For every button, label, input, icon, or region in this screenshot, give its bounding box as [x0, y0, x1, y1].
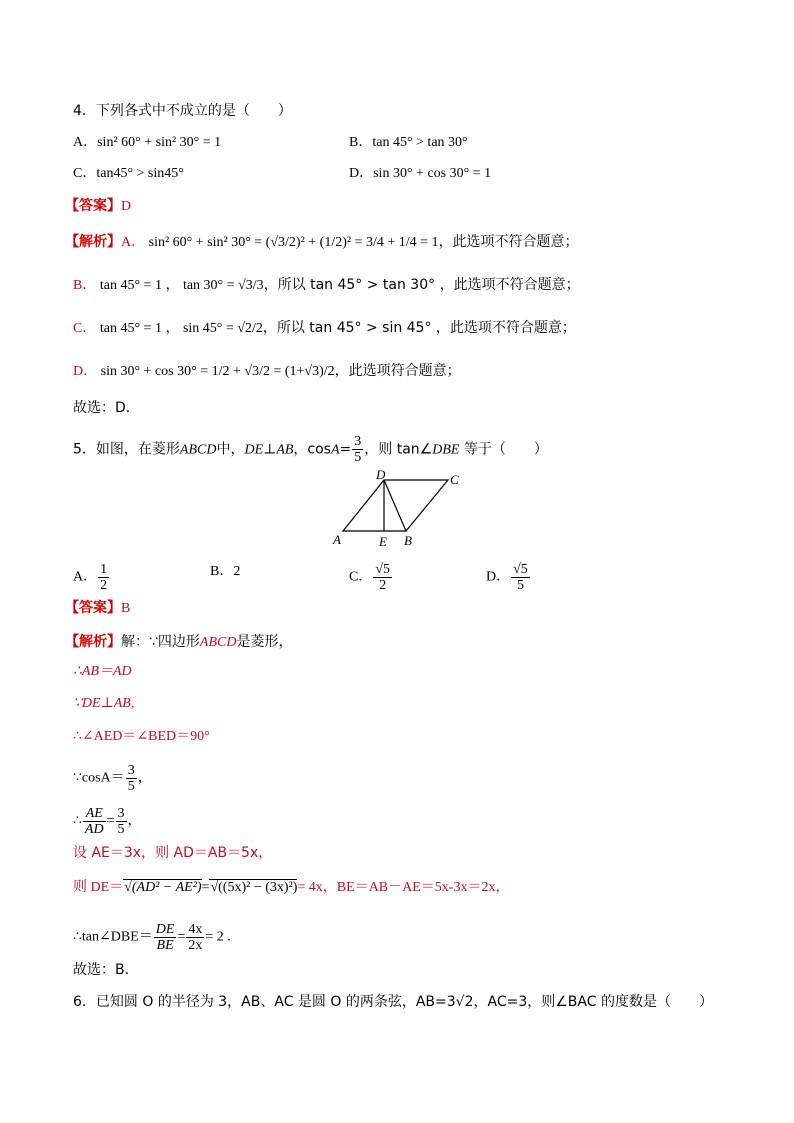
label-e: E [379, 534, 387, 549]
analysis-a-prefix: A． [121, 235, 146, 250]
frac-numerator: AE [83, 806, 106, 822]
q4-analysis-b [73, 275, 580, 296]
frac-denominator: 2 [100, 578, 108, 593]
q5-answer-row [65, 598, 130, 619]
option-label: C． [349, 569, 373, 585]
frac-numerator: 4x [188, 922, 203, 937]
q5-stem-de: DE⊥AB [244, 442, 294, 458]
q4-analysis-c [73, 318, 576, 339]
analysis-text: ， [127, 813, 142, 829]
frac-denominator: 5 [354, 450, 362, 465]
segment-db [384, 480, 406, 531]
label-a: A [333, 532, 341, 547]
analysis-b-prefix: B． [73, 278, 97, 293]
q5-analysis-line-2: ∴AB＝AD [73, 664, 132, 679]
rhombus-figure [330, 468, 470, 552]
analysis-text: 则 DE＝ [73, 880, 124, 895]
q5-option-d [486, 562, 531, 593]
q5-stem-part: 5．如图，在菱形 [73, 441, 180, 458]
frac-numerator: √5 [375, 562, 391, 577]
frac-denominator: 2x [188, 938, 203, 953]
analysis-b-expr: tan 45° = 1 ， tan 30° = √3/3 [99, 278, 264, 293]
analysis-c-expr: tan 45° = 1 ， sin 45° = √2/2 [99, 321, 263, 336]
answer-tag: 【答案】 [65, 600, 121, 616]
frac-denominator: BE [156, 938, 174, 953]
analysis-tag: 【解析】 [65, 634, 121, 650]
analysis-d-prefix: D． [73, 364, 98, 379]
option-c-fraction [373, 562, 392, 593]
analysis-text: = [106, 813, 115, 829]
q5-stem-eq: = [339, 441, 352, 458]
analysis-d-tail: ，此选项符合题意； [334, 363, 461, 379]
frac-numerator: √5 [513, 562, 528, 577]
analysis-c-tail: ，所以 tan 45° > sin 45° ，此选项不符合题意； [262, 320, 576, 336]
q5-option-b [210, 562, 240, 582]
q5-analysis-line-1 [65, 632, 292, 653]
label-d: D [376, 468, 386, 482]
answer-value: D [121, 199, 132, 214]
option-label: D． [486, 569, 511, 585]
q5-analysis-line-3: ∵DE⊥AB, [73, 696, 135, 711]
analysis-abcd: ABCD [199, 635, 237, 650]
q5-conclusion: 故选：B． [73, 962, 139, 978]
analysis-sqrt: √((5x)² − (3x)²) [210, 880, 298, 895]
analysis-sqrt: √(AD² − AE²) [124, 880, 202, 895]
label-c: C [450, 472, 459, 487]
analysis-fraction [154, 922, 177, 953]
analysis-text: ∴tan∠DBE＝ [73, 929, 153, 945]
analysis-tag: 【解析】 [65, 234, 121, 250]
analysis-text: = 4x，BE＝AB－AE＝5x-3x＝2x， [297, 880, 510, 895]
analysis-fraction [83, 806, 106, 837]
option-b-value: 2 [233, 564, 241, 579]
q5-stem-part: 中， [216, 441, 245, 458]
analysis-c-prefix: C． [73, 321, 97, 336]
analysis-fraction [126, 763, 137, 794]
q4-option-b: B．tan 45° > tan 30° [349, 135, 468, 150]
analysis-text: ∵cosA＝ [73, 770, 125, 786]
label-b: B [404, 533, 412, 548]
q5-analysis-line-9 [73, 922, 231, 953]
analysis-fraction [186, 922, 204, 953]
analysis-text: ∴ [73, 813, 82, 829]
answer-value: B [121, 601, 131, 616]
q5-analysis-line-7: 设 AE＝3x，则 AD＝AB＝5x， [73, 845, 273, 861]
q5-stem-fraction [352, 434, 363, 465]
q5-stem-part: 等于（ ） [459, 441, 548, 458]
frac-numerator: 3 [354, 434, 362, 449]
q5-analysis-line-8 [73, 878, 509, 898]
option-d-fraction [511, 562, 530, 593]
frac-denominator: 2 [379, 578, 387, 593]
q5-stem-a: A [330, 442, 340, 458]
q5-stem [73, 434, 548, 465]
frac-numerator: DE [155, 922, 175, 937]
q6-stem: 6．已知圆 O 的半径为 3，AB、AC 是圆 O 的两条弦，AB=3√2，AC=3，则∠BAC 的度数是（ ） [73, 994, 713, 1010]
analysis-text: = [201, 880, 210, 895]
q5-stem-dbe: DBE [432, 442, 460, 458]
analysis-b-tail: ，所以 tan 45° > tan 30° ，此选项不符合题意； [263, 277, 580, 293]
frac-numerator: 3 [117, 806, 125, 821]
q5-stem-part: ，则 tan∠ [364, 441, 433, 458]
frac-denominator: AD [84, 822, 104, 837]
option-label: B． [210, 564, 234, 579]
q4-stem: 4．下列各式中不成立的是（ ） [73, 103, 292, 119]
q5-option-a [73, 562, 110, 593]
q5-option-c [349, 562, 393, 593]
analysis-text: = [177, 929, 186, 945]
q5-analysis-line-5 [73, 763, 152, 794]
q5-analysis-line-4: ∴∠AED＝∠BED＝90° [73, 729, 210, 744]
analysis-text: 是菱形， [236, 634, 293, 650]
frac-denominator: 5 [117, 822, 125, 837]
q4-analysis-a [65, 232, 579, 253]
analysis-text: ， [137, 770, 152, 786]
analysis-text: = 2 . [205, 929, 231, 945]
q5-stem-abcd: ABCD [179, 442, 217, 458]
option-a-fraction [98, 562, 109, 593]
q4-option-a: A．sin² 60° + sin² 30° = 1 [73, 135, 222, 150]
frac-denominator: 5 [516, 578, 524, 593]
analysis-fraction [116, 806, 127, 837]
frac-numerator: 1 [100, 562, 108, 577]
q4-analysis-d [73, 361, 461, 382]
option-label: A． [73, 569, 98, 585]
frac-numerator: 3 [127, 763, 135, 778]
analysis-d-expr: sin 30° + cos 30° = 1/2 + √3/2 = (1+√3)/2 [100, 364, 335, 379]
q5-stem-part: ，cos [293, 441, 331, 458]
q4-option-d: D．sin 30° + cos 30° = 1 [349, 166, 492, 181]
q4-conclusion: 故选：D． [73, 400, 140, 416]
q4-answer-row [65, 196, 131, 217]
q5-analysis-line-6 [73, 806, 142, 837]
analysis-a-tail: ，此选项不符合题意； [438, 234, 579, 250]
analysis-a-expr: sin² 60° + sin² 30° = (√3/2)² + (1/2)² = 3/4 + 1/4 = 1 [148, 235, 439, 250]
q4-option-c: C．tan45° > sin45° [73, 166, 184, 181]
frac-denominator: 5 [127, 779, 135, 794]
analysis-text: 解：∵四边形 [121, 634, 200, 650]
answer-tag: 【答案】 [65, 198, 121, 214]
